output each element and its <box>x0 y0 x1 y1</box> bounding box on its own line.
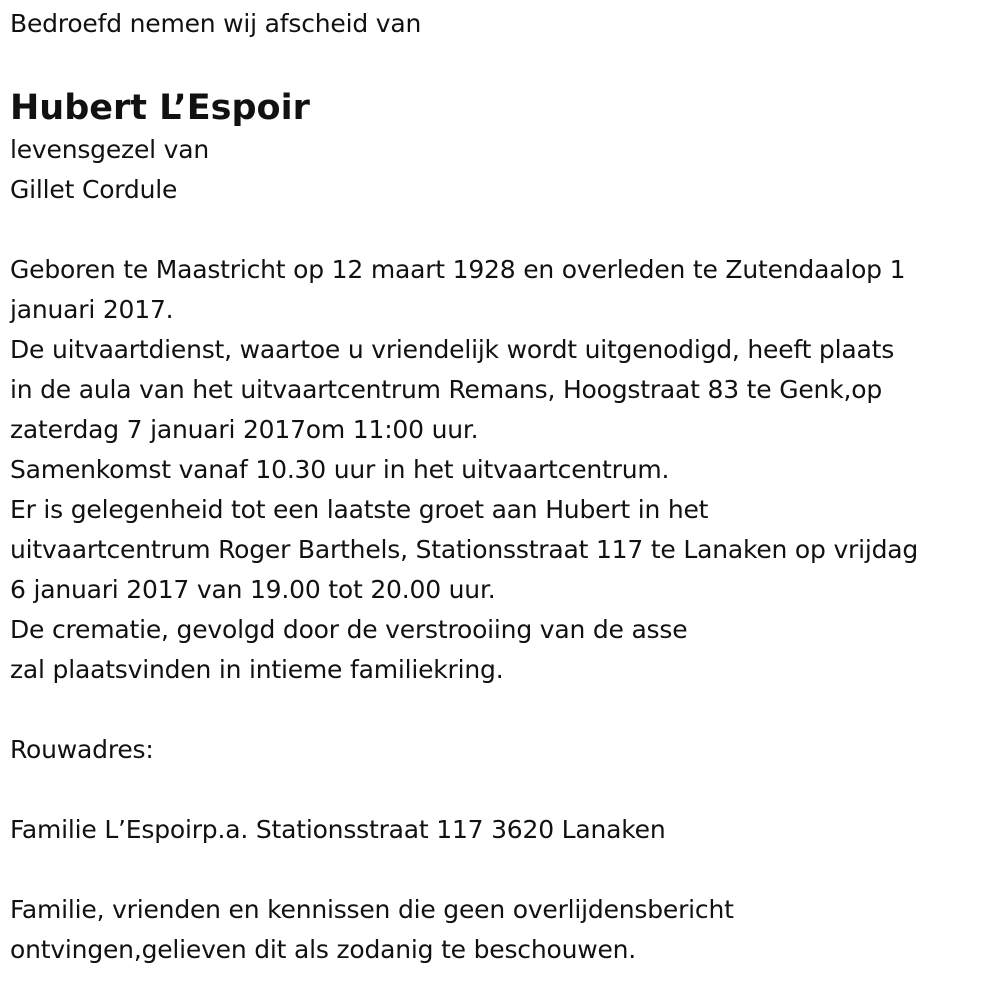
spacer <box>10 770 995 810</box>
details-line: Samenkomst vanaf 10.30 uur in het uitvaartcentrum. <box>10 455 670 484</box>
spacer <box>10 850 995 890</box>
details-line: Geboren te Maastricht op 12 maart 1928 en overleden te Zutendaalop 1 <box>10 255 906 284</box>
details-line: De uitvaartdienst, waartoe u vriendelijk wordt uitgenodigd, heeft plaats <box>10 335 895 364</box>
details-line: in de aula van het uitvaartcentrum Remans, Hoogstraat 83 te Genk,op <box>10 375 882 404</box>
details-line: januari 2017. <box>10 295 174 324</box>
closing-block <box>10 890 995 970</box>
intro-text: Bedroefd nemen wij afscheid van <box>10 9 422 38</box>
closing-line: Familie, vrienden en kennissen die geen overlijdensbericht <box>10 895 734 924</box>
death-notice <box>10 0 995 970</box>
relation-label: levensgezel van <box>10 135 209 164</box>
details-line: Er is gelegenheid tot een laatste groet aan Hubert in het <box>10 495 709 524</box>
deceased-name: Hubert L’Espoir <box>10 88 310 128</box>
details-line: uitvaartcentrum Roger Barthels, Stationsstraat 117 te Lanaken op vrijdag <box>10 535 919 564</box>
details-line: zaterdag 7 januari 2017om 11:00 uur. <box>10 415 479 444</box>
mourning-address: Familie L’Espoirp.a. Stationsstraat 117 3620 Lanaken <box>10 815 666 844</box>
spacer <box>10 690 995 730</box>
details-line: De crematie, gevolgd door de verstrooiing van de asse <box>10 615 688 644</box>
details-line: zal plaatsvinden in intieme familiekring. <box>10 655 504 684</box>
closing-line: ontvingen,gelieven dit als zodanig te beschouwen. <box>10 935 637 964</box>
spacer <box>10 210 995 250</box>
partner-name: Gillet Cordule <box>10 175 178 204</box>
details-line: 6 januari 2017 van 19.00 tot 20.00 uur. <box>10 575 496 604</box>
details-block <box>10 250 995 690</box>
mourning-address-label: Rouwadres: <box>10 735 154 764</box>
